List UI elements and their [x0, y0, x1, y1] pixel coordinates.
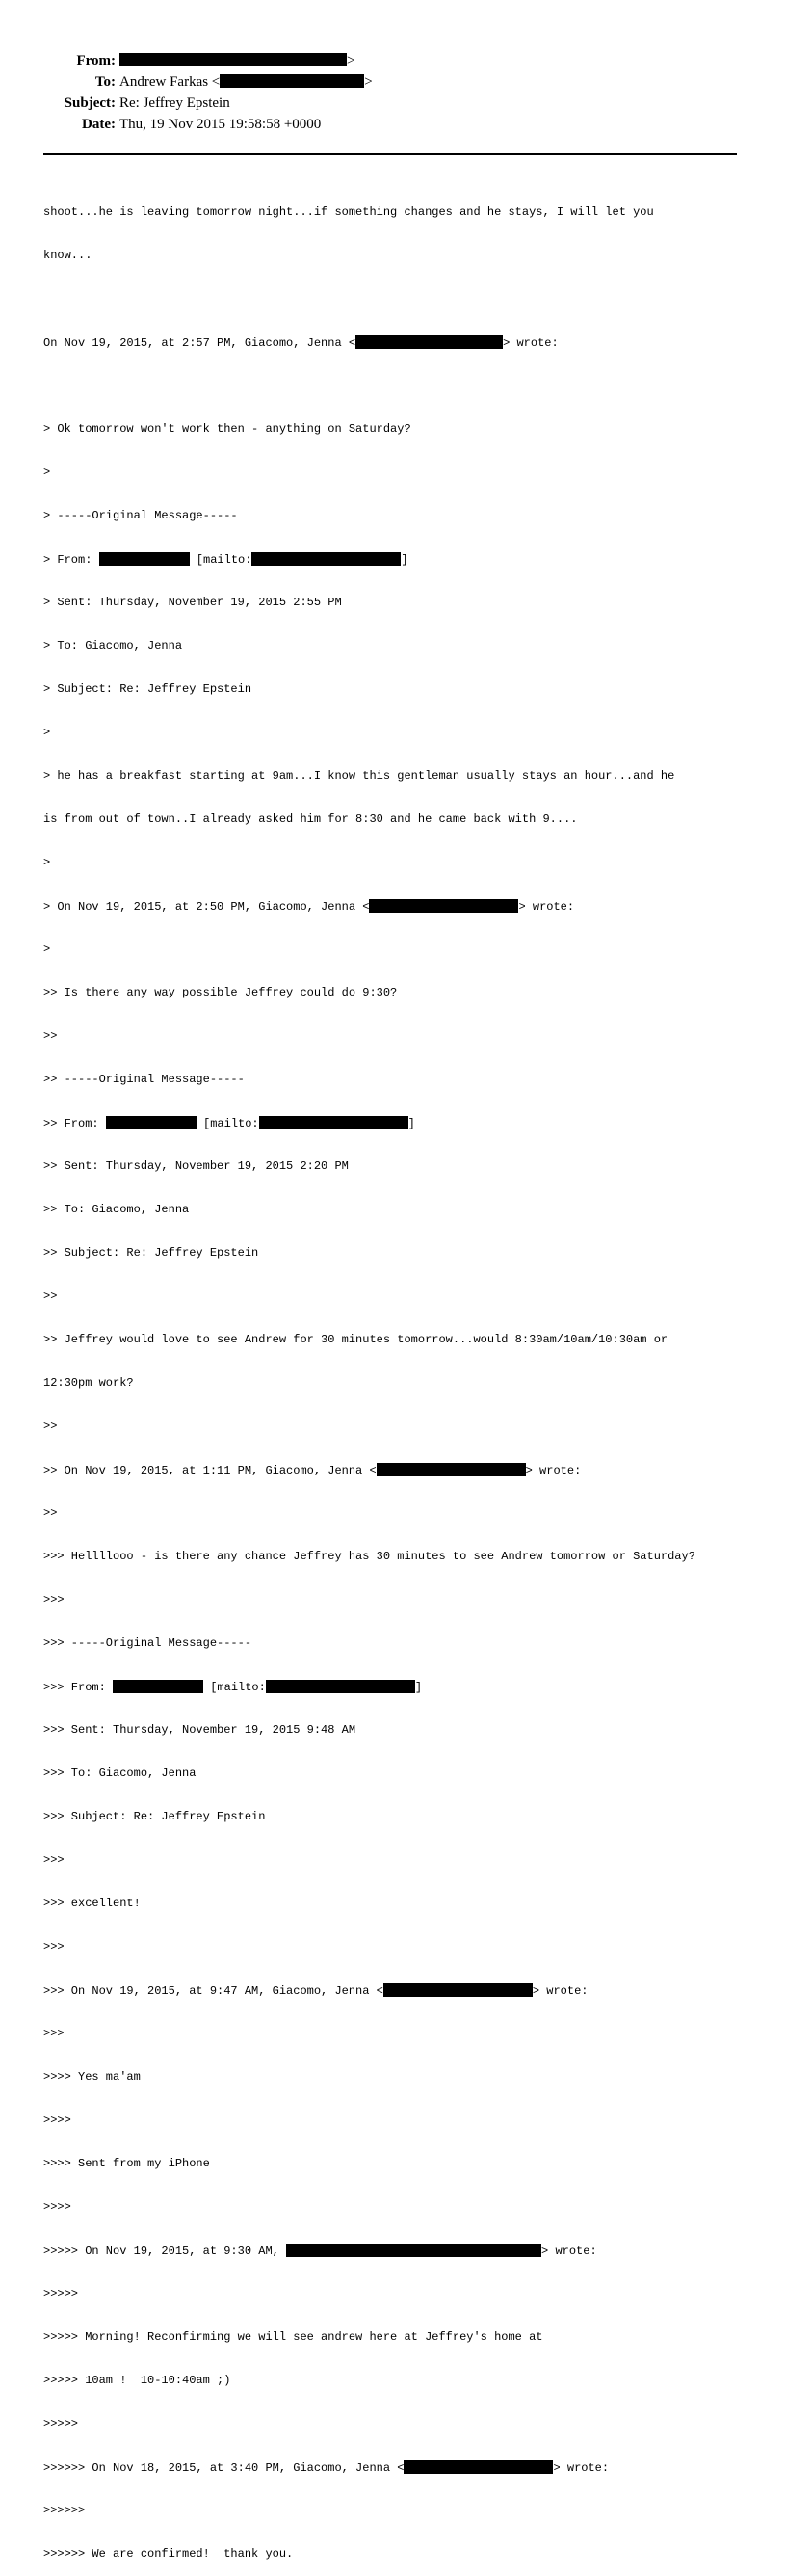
body-line: > Sent: Thursday, November 19, 2015 2:55 PM — [43, 596, 342, 609]
body-line: >>> excellent! — [43, 1897, 141, 1910]
body-line: >>> On Nov 19, 2015, at 9:47 AM, Giacomo, Jenna < > wrote: — [43, 1984, 589, 1998]
body-line: >>> Hellllooo - is there any chance Jeffrey has 30 minutes to see Andrew tomorrow or Saturday? — [43, 1550, 695, 1563]
email-header — [0, 50, 786, 135]
redaction-box — [251, 552, 401, 566]
date-value: Thu, 19 Nov 2015 19:58:58 +0000 — [119, 117, 322, 132]
body-line: >>>>>> We are confirmed! thank you. — [43, 2547, 294, 2561]
to-name: Andrew Farkas < — [119, 74, 221, 90]
body-line: > -----Original Message----- — [43, 509, 238, 522]
body-line: >> — [43, 1029, 58, 1043]
redaction-box — [119, 53, 347, 66]
body-line: > Ok tomorrow won't work then - anything on Saturday? — [43, 422, 411, 436]
subject-value: Re: Jeffrey Epstein — [119, 95, 230, 111]
subject-row — [0, 93, 786, 114]
redaction-box — [355, 335, 503, 349]
body-line: > — [43, 726, 51, 739]
body-line: >> — [43, 1289, 58, 1303]
body-line: >>> -----Original Message----- — [43, 1636, 252, 1650]
body-line: >>> — [43, 1593, 65, 1607]
body-line: >>>> Sent from my iPhone — [43, 2157, 210, 2170]
body-line: >> -----Original Message----- — [43, 1073, 245, 1086]
body-line: >>>>> On Nov 19, 2015, at 9:30 AM, > wrote: — [43, 2244, 597, 2258]
body-line: >>>> — [43, 2113, 71, 2127]
body-line: >>> From: [mailto: ] — [43, 1681, 423, 1694]
body-line: > To: Giacomo, Jenna — [43, 639, 183, 652]
redaction-box — [383, 1983, 533, 1997]
date-row — [0, 114, 786, 135]
from-suffix: > — [347, 53, 355, 68]
body-line: >> Jeffrey would love to see Andrew for 30 minutes tomorrow...would 8:30am/10am/10:30am or — [43, 1333, 668, 1346]
body-line: >>> — [43, 1853, 65, 1867]
body-line: > — [43, 856, 51, 869]
body-line: >>> To: Giacomo, Jenna — [43, 1766, 196, 1780]
redaction-box — [286, 2244, 541, 2257]
body-line: > — [43, 465, 51, 479]
body-line: know... — [43, 249, 92, 262]
body-line: > On Nov 19, 2015, at 2:50 PM, Giacomo, Jenna < > wrote: — [43, 900, 575, 914]
body-line: 12:30pm work? — [43, 1376, 134, 1390]
to-row — [0, 71, 786, 93]
header-divider — [43, 153, 737, 155]
body-line: is from out of town..I already asked him for 8:30 and he came back with 9.... — [43, 812, 578, 826]
body-line: >> On Nov 19, 2015, at 1:11 PM, Giacomo, Jenna < > wrote: — [43, 1464, 582, 1477]
to-value — [119, 71, 373, 93]
body-line: >>>>> — [43, 2287, 79, 2300]
redaction-box — [106, 1116, 196, 1129]
body-line: >>>>> Morning! Reconfirming we will see andrew here at Jeffrey's home at — [43, 2330, 543, 2344]
body-line: >> — [43, 1420, 58, 1433]
body-line: >>>>>> On Nov 18, 2015, at 3:40 PM, Giacomo, Jenna < > wrote: — [43, 2461, 610, 2475]
from-row — [0, 50, 786, 71]
redaction-box — [404, 2460, 553, 2474]
body-line: >> Is there any way possible Jeffrey could do 9:30? — [43, 986, 398, 999]
body-line: >>>> Yes ma'am — [43, 2070, 141, 2084]
redaction-box — [377, 1463, 526, 1476]
to-label: To: — [94, 74, 116, 90]
body-line — [43, 292, 756, 306]
body-line: > From: [mailto: ] — [43, 553, 408, 567]
body-line: >>> Sent: Thursday, November 19, 2015 9:48 AM — [43, 1723, 356, 1737]
redaction-box — [99, 552, 190, 566]
body-line: > — [43, 943, 51, 956]
body-line: >>> — [43, 1940, 65, 1953]
body-line: > he has a breakfast starting at 9am...I know this gentleman usually stays an hour...and he — [43, 769, 675, 783]
date-label: Date: — [82, 117, 116, 132]
redaction-box — [259, 1116, 408, 1129]
body-line: >>> — [43, 2027, 65, 2040]
body-line: On Nov 19, 2015, at 2:57 PM, Giacomo, Jenna < > wrote: — [43, 336, 559, 350]
body-line: > Subject: Re: Jeffrey Epstein — [43, 682, 252, 696]
from-label: From: — [76, 53, 116, 68]
body-line: >> — [43, 1506, 58, 1520]
redaction-box — [220, 74, 364, 88]
body-line: >>>>> — [43, 2417, 79, 2430]
body-line: shoot...he is leaving tomorrow night...if something changes and he stays, I will let you — [43, 205, 654, 219]
redaction-box — [266, 1680, 415, 1693]
subject-label: Subject: — [64, 95, 116, 111]
email-body — [43, 176, 756, 2576]
body-line — [43, 379, 756, 393]
to-suffix: > — [364, 74, 373, 90]
from-value — [119, 50, 354, 71]
body-line: >> Subject: Re: Jeffrey Epstein — [43, 1246, 259, 1260]
body-line: >> From: [mailto: ] — [43, 1117, 415, 1130]
redaction-box — [113, 1680, 203, 1693]
body-line: >> Sent: Thursday, November 19, 2015 2:20 PM — [43, 1159, 349, 1173]
body-line: >>>> — [43, 2200, 71, 2214]
body-line: >>>>>> — [43, 2504, 86, 2517]
redaction-box — [369, 899, 518, 913]
body-line: >>>>> 10am ! 10-10:40am ;) — [43, 2374, 231, 2387]
body-line: >>> Subject: Re: Jeffrey Epstein — [43, 1810, 266, 1823]
body-line: >> To: Giacomo, Jenna — [43, 1203, 190, 1216]
